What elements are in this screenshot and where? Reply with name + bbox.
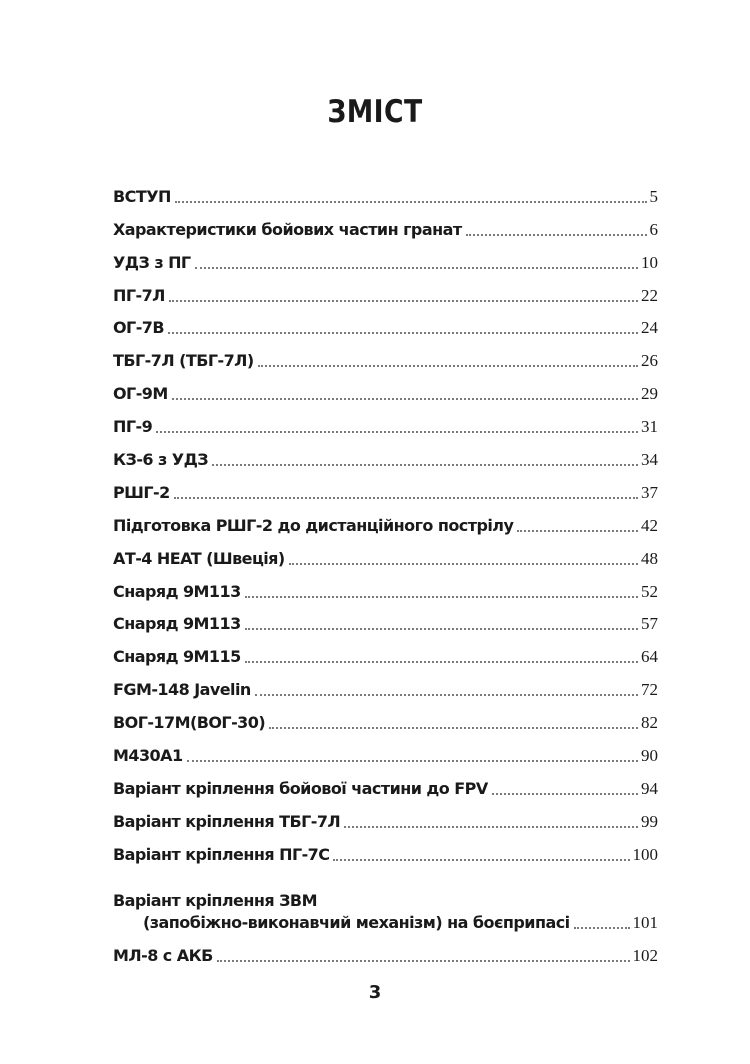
toc-entry-page: 48 xyxy=(641,548,658,568)
toc-entry-page: 29 xyxy=(641,384,658,404)
toc-entry xyxy=(113,472,658,505)
toc-entry-title: АТ-4 HEAT (Швеція) xyxy=(113,548,285,568)
toc-entry-title: МЛ-8 с АКБ xyxy=(113,945,213,965)
dot-leader xyxy=(258,365,638,367)
dot-leader xyxy=(217,960,630,962)
toc-entry-title: Варіант кріплення бойової частини до FPV xyxy=(113,778,488,798)
dot-leader xyxy=(169,300,638,302)
toc-entry-page: 10 xyxy=(641,252,658,272)
toc-entry-page: 5 xyxy=(649,186,658,206)
dot-leader xyxy=(174,497,638,499)
dot-leader xyxy=(492,793,638,795)
toc-entry xyxy=(113,571,658,604)
dot-leader xyxy=(168,332,638,334)
dot-leader xyxy=(333,859,629,861)
toc-entry-title: ПГ-9 xyxy=(113,417,153,437)
toc-entry xyxy=(113,768,658,801)
toc-entry-page: 52 xyxy=(641,581,658,601)
toc-entry-title: ОГ-9М xyxy=(113,384,168,404)
toc-entry-title: КЗ-6 з УДЗ xyxy=(113,450,209,470)
toc-entry-page: 94 xyxy=(641,778,658,798)
toc-entry xyxy=(113,636,658,669)
dot-leader xyxy=(289,563,638,565)
toc-entry xyxy=(113,406,658,439)
dot-leader xyxy=(255,694,638,696)
toc-entry xyxy=(113,505,658,538)
toc-entry-page: 42 xyxy=(641,515,658,535)
dot-leader xyxy=(245,596,638,598)
toc-entry xyxy=(113,340,658,373)
toc-entry xyxy=(113,538,658,571)
toc-entry-title: ВОГ-17М(ВОГ-30) xyxy=(113,713,266,733)
toc-entry xyxy=(113,373,658,406)
toc-entry-page: 99 xyxy=(641,811,658,831)
toc-entry-page: 6 xyxy=(649,219,658,239)
toc-entry-title: FGM-148 Javelin xyxy=(113,680,251,700)
dot-leader xyxy=(269,727,638,729)
toc-entry-page: 22 xyxy=(641,285,658,305)
toc-entry xyxy=(113,669,658,702)
toc-entry-title: ПГ-7Л xyxy=(113,285,165,305)
toc-entry-title: Снаряд 9М115 xyxy=(113,647,241,667)
toc-entry-title: Характеристики бойових частин гранат xyxy=(113,219,462,239)
dot-leader xyxy=(195,267,638,269)
page-title: ЗМІСТ xyxy=(327,94,423,130)
toc-entry-title: ВСТУП xyxy=(113,186,171,206)
toc-entry xyxy=(113,735,658,768)
toc-entry-title: Снаряд 9М113 xyxy=(113,614,241,634)
toc-entry-title: Варіант кріплення ТБГ-7Л xyxy=(113,811,341,831)
toc-entry-title-line1: Варіант кріплення ЗВМ xyxy=(113,890,317,910)
dot-leader xyxy=(466,234,647,236)
dot-leader xyxy=(245,628,638,630)
toc-entry-title: ТБГ-7Л (ТБГ-7Л) xyxy=(113,351,254,371)
toc-entry-page: 101 xyxy=(632,912,658,932)
toc-entry-title-line2: (запобіжно-виконавчий механізм) на боєприпасі xyxy=(143,912,570,932)
dot-leader xyxy=(212,464,638,466)
toc-entry-title: Снаряд 9М113 xyxy=(113,581,241,601)
toc-entry-multiline xyxy=(113,867,658,935)
toc-entry xyxy=(113,801,658,834)
toc-entry xyxy=(113,834,658,867)
dot-leader xyxy=(175,201,647,203)
toc-entry xyxy=(113,308,658,341)
dot-leader xyxy=(245,661,638,663)
toc-entry-page: 34 xyxy=(641,450,658,470)
page-number: 3 xyxy=(368,982,382,1003)
toc-entry xyxy=(113,935,658,968)
table-of-contents xyxy=(113,176,658,968)
toc-entry-page: 82 xyxy=(641,713,658,733)
toc-entry xyxy=(113,275,658,308)
toc-entry xyxy=(113,439,658,472)
toc-entry-title: М430А1 xyxy=(113,746,183,766)
dot-leader xyxy=(574,927,630,929)
dot-leader xyxy=(156,431,638,433)
toc-entry-page: 102 xyxy=(632,945,658,965)
toc-entry-intro xyxy=(113,176,658,209)
toc-entry-page: 90 xyxy=(641,746,658,766)
toc-entry-page: 37 xyxy=(641,482,658,502)
toc-entry-page: 72 xyxy=(641,680,658,700)
toc-entry-page: 26 xyxy=(641,351,658,371)
dot-leader xyxy=(344,826,638,828)
toc-entry-page: 64 xyxy=(641,647,658,667)
toc-entry xyxy=(113,702,658,735)
toc-entry xyxy=(113,209,658,242)
toc-entry-title: Підготовка РШГ-2 до дистанційного пострілу xyxy=(113,515,514,535)
toc-entry-title: ОГ-7В xyxy=(113,318,165,338)
toc-entry-page: 24 xyxy=(641,318,658,338)
toc-entry xyxy=(113,604,658,637)
toc-entry-page: 100 xyxy=(632,844,658,864)
toc-entry-page: 31 xyxy=(641,417,658,437)
toc-entry-page: 57 xyxy=(641,614,658,634)
dot-leader xyxy=(517,530,638,532)
toc-entry xyxy=(113,242,658,275)
toc-entry-title: РШГ-2 xyxy=(113,482,170,502)
toc-entry-title: УДЗ з ПГ xyxy=(113,252,191,272)
toc-entry-title: Варіант кріплення ПГ-7С xyxy=(113,844,330,864)
dot-leader xyxy=(187,760,638,762)
toc-entry-title xyxy=(113,890,570,935)
dot-leader xyxy=(172,398,638,400)
